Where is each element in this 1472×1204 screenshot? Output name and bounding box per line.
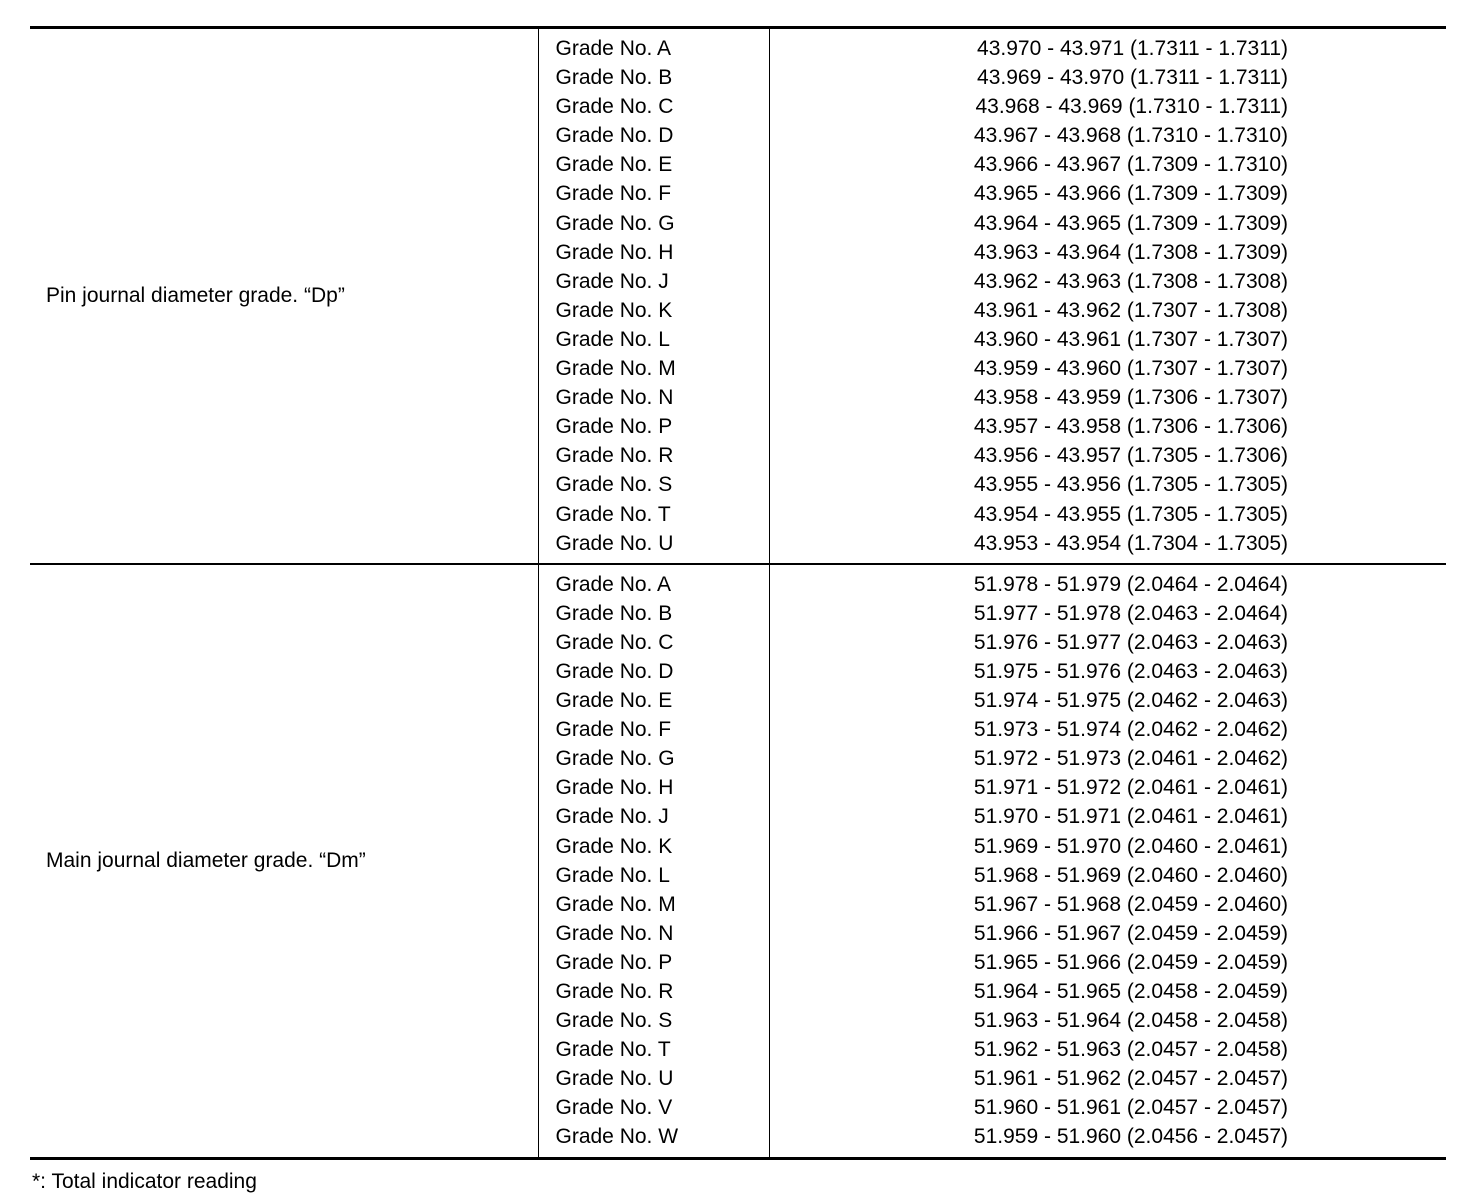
grade-value: 51.963 - 51.964 (2.0458 - 2.0458) — [973, 1009, 1288, 1033]
grade-value: 51.961 - 51.962 (2.0457 - 2.0457) — [973, 1067, 1288, 1091]
grade-value: 43.966 - 43.967 (1.7309 - 1.7310) — [973, 153, 1288, 177]
grade-label: Grade No. C — [555, 630, 674, 654]
grade-label: Grade No. S — [555, 473, 673, 497]
grade-label: Grade No. F — [555, 718, 672, 742]
grade-value: 43.957 - 43.958 (1.7306 - 1.7306) — [973, 415, 1288, 439]
pin-journal-section — [30, 28, 1446, 564]
grade-label: Grade No. J — [555, 805, 669, 829]
main-journal-section — [30, 564, 1446, 1158]
grade-value: 43.956 - 43.957 (1.7305 - 1.7306) — [973, 444, 1288, 468]
grade-value: 43.965 - 43.966 (1.7309 - 1.7309) — [973, 182, 1288, 206]
grade-label: Grade No. H — [555, 776, 674, 800]
grade-label: Grade No. T — [555, 502, 671, 526]
grade-label: Grade No. B — [555, 66, 673, 90]
grade-value: 43.963 - 43.964 (1.7308 - 1.7309) — [973, 240, 1288, 264]
grade-label: Grade No. P — [555, 415, 673, 439]
grade-label: Grade No. K — [555, 834, 673, 858]
grade-label: Grade No. S — [555, 1009, 673, 1033]
grade-value: 51.978 - 51.979 (2.0464 - 2.0464) — [973, 572, 1288, 596]
grade-label: Grade No. L — [555, 327, 670, 351]
grade-label: Grade No. A — [555, 37, 672, 60]
footnote: *: Total indicator reading — [32, 1170, 257, 1193]
grade-label: Grade No. L — [555, 863, 670, 887]
grade-label: Grade No. B — [555, 601, 673, 625]
grade-value: 51.973 - 51.974 (2.0462 - 2.0462) — [973, 718, 1288, 742]
grade-value: 43.954 - 43.955 (1.7305 - 1.7305) — [973, 502, 1288, 526]
grade-label: Grade No. D — [555, 659, 674, 683]
grade-value: 51.959 - 51.960 (2.0456 - 2.0457) — [973, 1125, 1288, 1149]
grade-value: 51.976 - 51.977 (2.0463 - 2.0463) — [973, 630, 1288, 654]
grade-value: 43.964 - 43.965 (1.7309 - 1.7309) — [973, 211, 1288, 235]
grade-label: Grade No. D — [555, 124, 674, 148]
grade-label: Grade No. C — [555, 95, 674, 119]
grade-value: 43.970 - 43.971 (1.7311 - 1.7311) — [977, 37, 1288, 60]
grade-label: Grade No. F — [555, 182, 672, 206]
grade-label: Grade No. W — [555, 1125, 679, 1149]
grade-value: 51.964 - 51.965 (2.0458 - 2.0459) — [973, 980, 1288, 1003]
pin-journal-label: Pin journal diameter grade. “Dp” — [46, 284, 345, 308]
grade-label: Grade No. E — [555, 153, 673, 177]
grade-label: Grade No. R — [555, 444, 674, 468]
grade-label: Grade No. G — [555, 211, 675, 235]
grade-label: Grade No. U — [555, 531, 674, 555]
journal-grade-table — [30, 26, 1446, 1160]
grade-label: Grade No. M — [555, 892, 676, 916]
grade-label: Grade No. T — [555, 1038, 671, 1062]
grade-value: 43.955 - 43.956 (1.7305 - 1.7305) — [973, 473, 1288, 497]
grade-value: 51.972 - 51.973 (2.0461 - 2.0462) — [973, 747, 1288, 771]
grade-value: 51.962 - 51.963 (2.0457 - 2.0458) — [973, 1038, 1288, 1062]
grade-value: 51.967 - 51.968 (2.0459 - 2.0460) — [973, 892, 1288, 916]
grade-label: Grade No. N — [555, 386, 674, 410]
grade-value: 43.959 - 43.960 (1.7307 - 1.7307) — [973, 357, 1288, 381]
grade-label: Grade No. U — [555, 1067, 674, 1091]
main-journal-grades — [538, 564, 769, 1158]
grade-value: 43.953 - 43.954 (1.7304 - 1.7305) — [973, 531, 1288, 555]
grade-value: 43.967 - 43.968 (1.7310 - 1.7310) — [973, 124, 1288, 148]
grade-value: 51.971 - 51.972 (2.0461 - 2.0461) — [973, 776, 1288, 800]
grade-value: 43.962 - 43.963 (1.7308 - 1.7308) — [973, 269, 1288, 293]
grade-label: Grade No. G — [555, 747, 675, 771]
grade-label: Grade No. K — [555, 298, 673, 322]
grade-value: 51.965 - 51.966 (2.0459 - 2.0459) — [973, 950, 1288, 974]
grade-label: Grade No. R — [555, 980, 674, 1003]
grade-value: 51.977 - 51.978 (2.0463 - 2.0464) — [973, 601, 1288, 625]
grade-value: 51.974 - 51.975 (2.0462 - 2.0463) — [973, 689, 1288, 713]
grade-value: 51.960 - 51.961 (2.0457 - 2.0457) — [973, 1096, 1288, 1120]
pin-journal-values — [769, 28, 1446, 564]
grade-value: 51.968 - 51.969 (2.0460 - 2.0460) — [973, 863, 1288, 887]
grade-value: 43.969 - 43.970 (1.7311 - 1.7311) — [977, 66, 1288, 90]
grade-label: Grade No. H — [555, 240, 674, 264]
grade-value: 51.970 - 51.971 (2.0461 - 2.0461) — [973, 805, 1288, 829]
grade-value: 51.975 - 51.976 (2.0463 - 2.0463) — [973, 659, 1288, 683]
main-journal-label: Main journal diameter grade. “Dm” — [46, 849, 366, 873]
grade-value: 51.969 - 51.970 (2.0460 - 2.0461) — [973, 834, 1288, 858]
grade-label: Grade No. P — [555, 950, 673, 974]
grade-label: Grade No. J — [555, 269, 669, 293]
grade-label: Grade No. M — [555, 357, 676, 381]
grade-value: 43.961 - 43.962 (1.7307 - 1.7308) — [973, 298, 1288, 322]
grade-value: 51.966 - 51.967 (2.0459 - 2.0459) — [973, 921, 1288, 945]
grade-label: Grade No. V — [555, 1096, 673, 1120]
grade-label: Grade No. N — [555, 921, 674, 945]
grade-label: Grade No. E — [555, 689, 673, 713]
main-journal-values — [769, 564, 1446, 1158]
grade-label: Grade No. A — [555, 572, 672, 596]
grade-value: 43.958 - 43.959 (1.7306 - 1.7307) — [973, 386, 1288, 410]
grade-value: 43.960 - 43.961 (1.7307 - 1.7307) — [973, 327, 1288, 351]
pin-journal-grades — [538, 28, 769, 564]
grade-value: 43.968 - 43.969 (1.7310 - 1.7311) — [975, 95, 1288, 119]
